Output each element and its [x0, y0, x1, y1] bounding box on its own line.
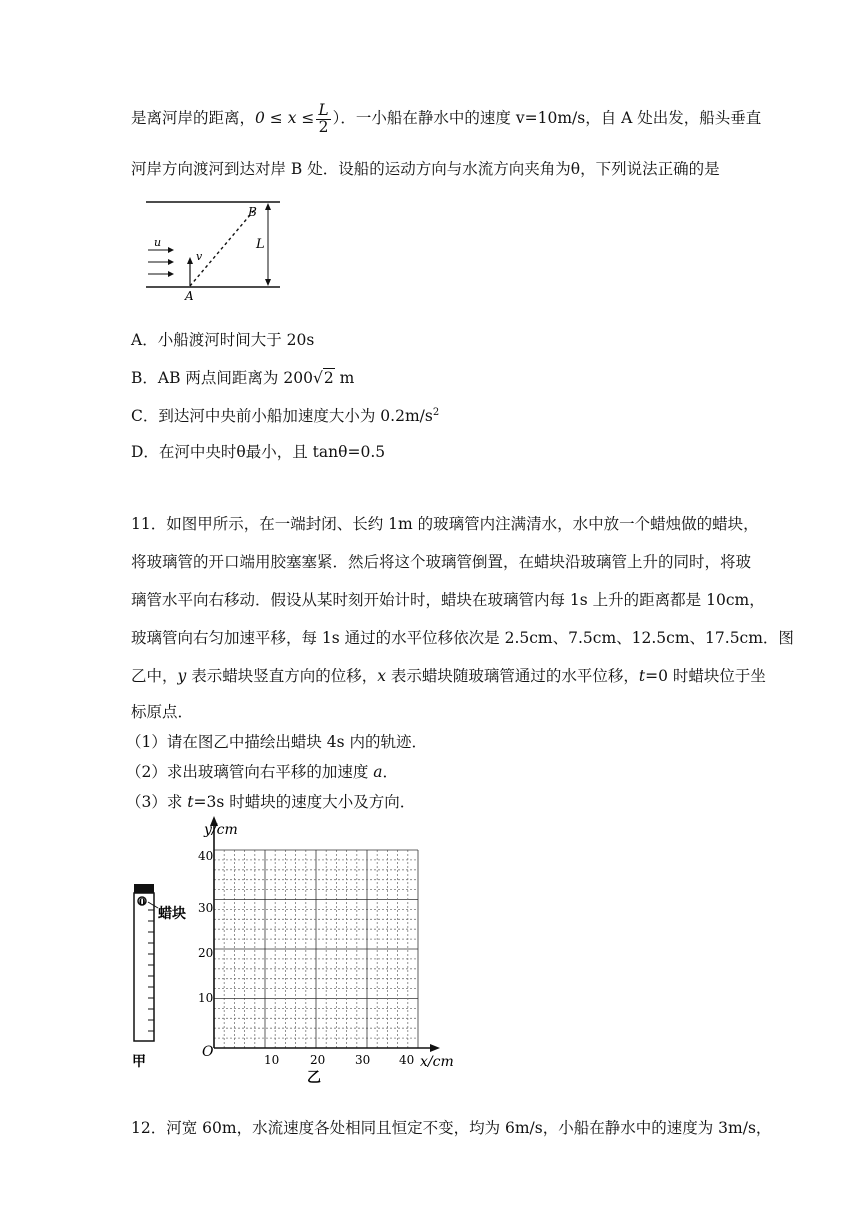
q10-option-b-pre: B．AB 两点间距离为 — [131, 369, 279, 387]
q10-option-b-coef: 200 — [283, 369, 313, 387]
q11-var-t3: t — [187, 793, 194, 811]
q11-sub-3 — [126, 790, 415, 812]
tube-caption: 甲 — [132, 1054, 146, 1070]
q10-frac-den: 2 — [318, 117, 329, 136]
q11-line-6: 标原点． — [131, 703, 194, 721]
q10-option-c-sup: 2 — [432, 406, 440, 418]
q11-sub-2 — [126, 760, 398, 782]
q10-option-b-rad: 2 — [323, 369, 334, 387]
grid-lines — [214, 850, 418, 1048]
y-tick-20: 20 — [198, 946, 214, 960]
flow-arrowhead-1 — [168, 247, 174, 253]
label-L: L — [256, 237, 265, 252]
q10-option-b — [131, 366, 354, 388]
q10-line1-pre: 是离河岸的距离， — [131, 109, 256, 127]
x-axis-label: x/cm — [420, 1054, 454, 1070]
q11-var-y: y — [177, 667, 187, 685]
y-tick-30: 30 — [198, 901, 214, 915]
x-tick-20: 20 — [310, 1053, 326, 1067]
q10-frac-num: L — [318, 101, 329, 119]
y-tick-10: 10 — [198, 991, 214, 1005]
tube-o-label: 0 — [139, 898, 146, 908]
path-ab-dashed — [190, 208, 256, 286]
origin-label: O — [202, 1044, 214, 1060]
flow-arrowhead-2 — [168, 259, 174, 265]
velocity-arrowhead — [187, 257, 193, 264]
q10-option-d: D．在河中央时θ最小，且 tanθ=0.5 — [131, 443, 386, 461]
q10-option-b-unit: m — [339, 369, 355, 387]
x-axis-arrow — [430, 1044, 440, 1052]
q10-condition: 0 ≤ x ≤ — [255, 109, 315, 127]
q12-line: 12．河宽 60m，水流速度各处相同且恒定不变，均为 6m/s，小船在静水中的速度为 3m/s， — [131, 1119, 772, 1137]
tube-label: 蜡块 — [158, 906, 186, 922]
tube-body — [134, 893, 154, 1041]
tube-stopper — [134, 884, 154, 893]
q11-line5-a: 乙中， — [131, 667, 178, 685]
flow-arrowhead-3 — [168, 271, 174, 277]
x-tick-40: 40 — [399, 1053, 415, 1067]
tube-figure — [128, 880, 198, 1070]
x-tick-30: 30 — [355, 1053, 371, 1067]
q11-var-a: a — [373, 763, 383, 781]
q11-line5-d: =0 时蜡块位于坐 — [645, 667, 766, 685]
q10-line-2: 河岸方向渡河到达对岸 B 处．设船的运动方向与水流方向夹角为θ，下列说法正确的是 — [131, 160, 720, 178]
q11-sub3-post: =3s 时蜡块的速度大小及方向． — [193, 793, 416, 811]
q11-sub2-pre: （2）求出玻璃管向右平移的加速度 — [126, 763, 374, 781]
width-arrow-top — [265, 203, 271, 210]
q10-option-a: A．小船渡河时间大于 20s — [131, 331, 315, 349]
q11-var-t: t — [638, 667, 646, 685]
q11-line-3: 璃管水平向右移动．假设从某时刻开始计时，蜡块在玻璃管内每 1s 上升的距离都是 10cm， — [131, 591, 765, 609]
grid-figure — [194, 814, 456, 1084]
grid-caption: 乙 — [307, 1070, 321, 1084]
label-v: v — [196, 250, 203, 263]
label-B: B — [248, 205, 257, 219]
q10-option-b-sqrt: √2 — [312, 369, 334, 387]
label-u: u — [154, 236, 162, 249]
q11-line-1: 11．如图甲所示，在一端封闭、长约 1m 的玻璃管内注满清水，水中放一个蜡烛做的蜡块， — [131, 515, 759, 533]
river-figure — [140, 196, 285, 302]
q11-line-5 — [131, 664, 766, 686]
q11-line-4: 玻璃管向右匀加速平移，每 1s 通过的水平位移依次是 2.5cm、7.5cm、12.5cm、17.5cm．图 — [131, 629, 794, 647]
width-arrow-bottom — [265, 279, 271, 286]
q11-sub-1: （1）请在图乙中描绘出蜡块 4s 内的轨迹． — [126, 733, 428, 751]
y-tick-40: 40 — [198, 849, 214, 863]
x-tick-10: 10 — [264, 1053, 280, 1067]
label-A: A — [185, 289, 194, 302]
y-axis-label: y/cm — [204, 822, 238, 838]
q10-line-1 — [131, 103, 761, 135]
q11-var-x: x — [377, 667, 386, 685]
q10-option-c — [131, 404, 439, 426]
q11-line-2: 将玻璃管的开口端用胶塞塞紧．然后将这个玻璃管倒置，在蜡块沿玻璃管上升的同时，将玻 — [131, 553, 752, 571]
q10-fraction — [316, 103, 330, 135]
q11-sub2-post: ． — [382, 763, 399, 781]
q11-sub3-pre: （3）求 — [126, 793, 188, 811]
q10-line1-post: ）．一小船在静水中的速度 v=10m/s，自 A 处出发，船头垂直 — [332, 109, 762, 127]
q11-line5-c: 表示蜡块随玻璃管通过的水平位移， — [385, 667, 639, 685]
q10-option-c-text: C．到达河中央前小船加速度大小为 0.2m/s — [131, 407, 433, 425]
q11-line5-b: 表示蜡块竖直方向的位移， — [186, 667, 378, 685]
